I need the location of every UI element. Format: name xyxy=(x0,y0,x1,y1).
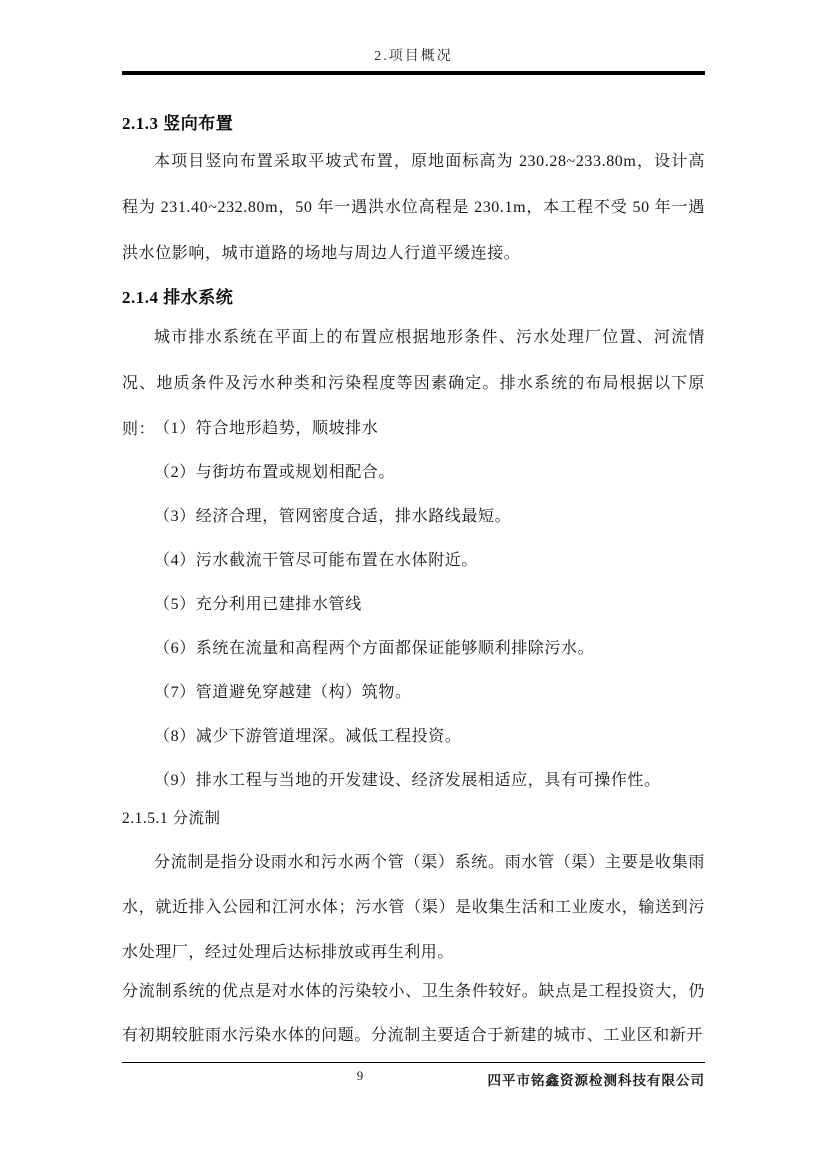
principle-item-6: （6）系统在流量和高程两个方面都保证能够顺利排除污水。 xyxy=(154,640,595,657)
page-header-title: 2.项目概况 xyxy=(374,49,453,64)
section-heading-2-1-5-1: 2.1.5.1 分流制 xyxy=(122,810,221,827)
footer-divider-line xyxy=(122,1062,705,1063)
principle-item-2: （2）与街坊布置或规划相配合。 xyxy=(154,464,396,481)
principle-item-3: （3）经济合理，管网密度合适，排水路线最短。 xyxy=(154,508,512,525)
section-2-1-4-intro-paragraph: 城市排水系统在平面上的布置应根据地形条件、污水处理厂位置、河流情况、地质条件及污水种类和污染程度等因素确定。排水系统的布局根据以下原则： xyxy=(122,329,705,438)
principle-item-1: （1）符合地形趋势，顺坡排水 xyxy=(154,420,379,437)
section-2-1-5-1-paragraph-1: 分流制是指分设雨水和污水两个管（渠）系统。雨水管（渠）主要是收集雨水，就近排入公园和江河水体；污水管（渠）是收集生活和工业废水，输送到污水处理厂，经过处理后达标排放或再生利用。 xyxy=(122,854,705,961)
section-heading-2-1-3: 2.1.3 竖向布置 xyxy=(122,114,234,133)
drainage-principles-list xyxy=(122,407,705,803)
section-2-1-5-1-paragraph-2: 分流制系统的优点是对水体的污染较小、卫生条件较好。缺点是工程投资大，仍有初期较脏雨水污染水体的问题。分流制主要适合于新建的城市、工业区和新开 xyxy=(122,983,705,1044)
principle-item-8: （8）减少下游管道埋深。减低工程投资。 xyxy=(154,728,462,745)
principle-item-5: （5）充分利用已建排水管线 xyxy=(154,596,362,613)
section-2-1-3-paragraph: 本项目竖向布置采取平坡式布置，原地面标高为 230.28~233.80m，设计高程为 231.40~232.80m，50 年一遇洪水位高程是 230.1m，本工程不受 50 年一遇洪水位影响，城市道路的场地与周边人行道平缓连接。 xyxy=(122,153,705,262)
principle-item-7: （7）管道避免穿越建（构）筑物。 xyxy=(154,684,412,701)
footer-company-name: 四平市铭鑫资源检测科技有限公司 xyxy=(487,1073,705,1089)
section-heading-2-1-4: 2.1.4 排水系统 xyxy=(122,288,234,307)
principle-item-9: （9）排水工程与当地的开发建设、经济发展相适应，具有可操作性。 xyxy=(154,772,661,789)
footer-page-number: 9 xyxy=(356,1068,364,1083)
header-divider-line xyxy=(122,71,705,75)
principle-item-4: （4）污水截流干管尽可能布置在水体附近。 xyxy=(154,552,479,569)
